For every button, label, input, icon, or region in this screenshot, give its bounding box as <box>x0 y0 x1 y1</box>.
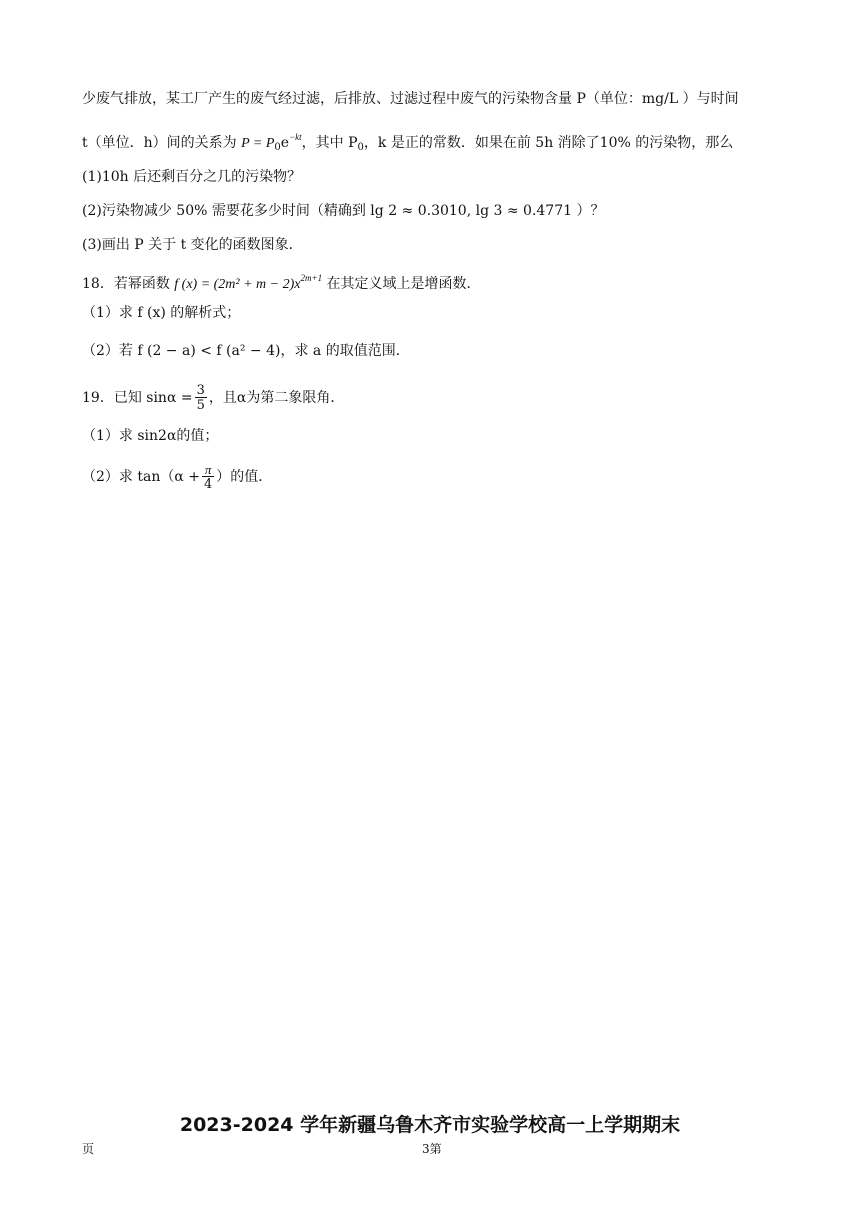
problem17-line2-tail: ，k 是正的常数．如果在前 5h 消除了10% 的污染物，那么 <box>363 135 734 151</box>
footer-page-label: 页 <box>82 1142 95 1156</box>
problem19-stem-tail: ，且α为第二象限角． <box>208 390 345 406</box>
p0-sub: 0 <box>357 142 364 153</box>
formula-exponent: −kt <box>289 132 302 142</box>
problem18-q1-text: （1）求 f (x) 的解析式； <box>82 305 241 321</box>
problem18-formula: f (x) = (2m² + m − 2)x <box>174 277 301 292</box>
problem17-line2 <box>82 127 733 158</box>
formula-p: P = P <box>241 136 275 151</box>
fraction-numerator: 3 <box>196 383 205 398</box>
fraction-denominator: 5 <box>196 398 205 413</box>
fraction-three-fifths <box>195 384 207 412</box>
problem18-exponent: 2m+1 <box>300 273 323 283</box>
problem17-q3-text: (3)画出 P 关于 t 变化的函数图象． <box>82 237 303 253</box>
problem18-stem-tail: 在其定义域上是增函数． <box>322 276 481 292</box>
footer-exam-title: 2023-2024 学年新疆乌鲁木齐市实验学校高一上学期期末 <box>179 1114 681 1136</box>
problem19-q1-text: （1）求 sin2α的值； <box>82 428 219 444</box>
problem19-q2-lead: （2）求 tan（α + <box>82 469 200 485</box>
problem19-q2-tail: ）的值． <box>216 469 273 485</box>
problem18-stem <box>82 268 481 295</box>
formula-p-sub: 0 <box>274 142 281 153</box>
fraction-pi-over-four <box>202 463 214 491</box>
problem17-line2-mid: ，其中 P <box>301 135 358 151</box>
problem17-line2-lead: t（单位．h）间的关系为 <box>82 135 242 151</box>
problem19-question-1 <box>82 426 218 446</box>
problem18-question-2 <box>82 341 410 361</box>
problem18-question-1 <box>82 303 240 323</box>
problem17-line1 <box>82 89 739 109</box>
problem17-line1-text: 少废气排放，某工厂产生的废气经过滤，后排放、过滤过程中废气的污染物含量 P（单位：mg/L ）与时间 <box>82 91 739 107</box>
problem17-q1-text: (1)10h 后还剩百分之几的污染物？ <box>82 169 302 185</box>
problem19-stem-lead: 19．已知 sinα = <box>82 390 193 406</box>
formula-e: e <box>280 135 290 151</box>
problem18-stem-lead: 18．若幂函数 <box>82 276 175 292</box>
footer-page-number: 3第 <box>422 1142 442 1156</box>
problem17-question-2 <box>82 201 604 221</box>
problem17-question-1 <box>82 167 301 187</box>
problem17-q2-text: (2)污染物减少 50% 需要花多少时间（精确到 lg 2 ≈ 0.3010, lg 3 ≈ 0.4771 ）？ <box>82 203 605 219</box>
fraction-numerator-pi: π <box>202 463 214 477</box>
problem17-question-3 <box>82 235 303 255</box>
problem19-question-2 <box>82 459 272 495</box>
problem18-q2-text: （2）若 f (2 − a) < f (a² − 4)，求 a 的取值范围． <box>82 343 410 359</box>
fraction-denominator-four: 4 <box>203 477 213 492</box>
problem19-stem <box>82 380 344 416</box>
